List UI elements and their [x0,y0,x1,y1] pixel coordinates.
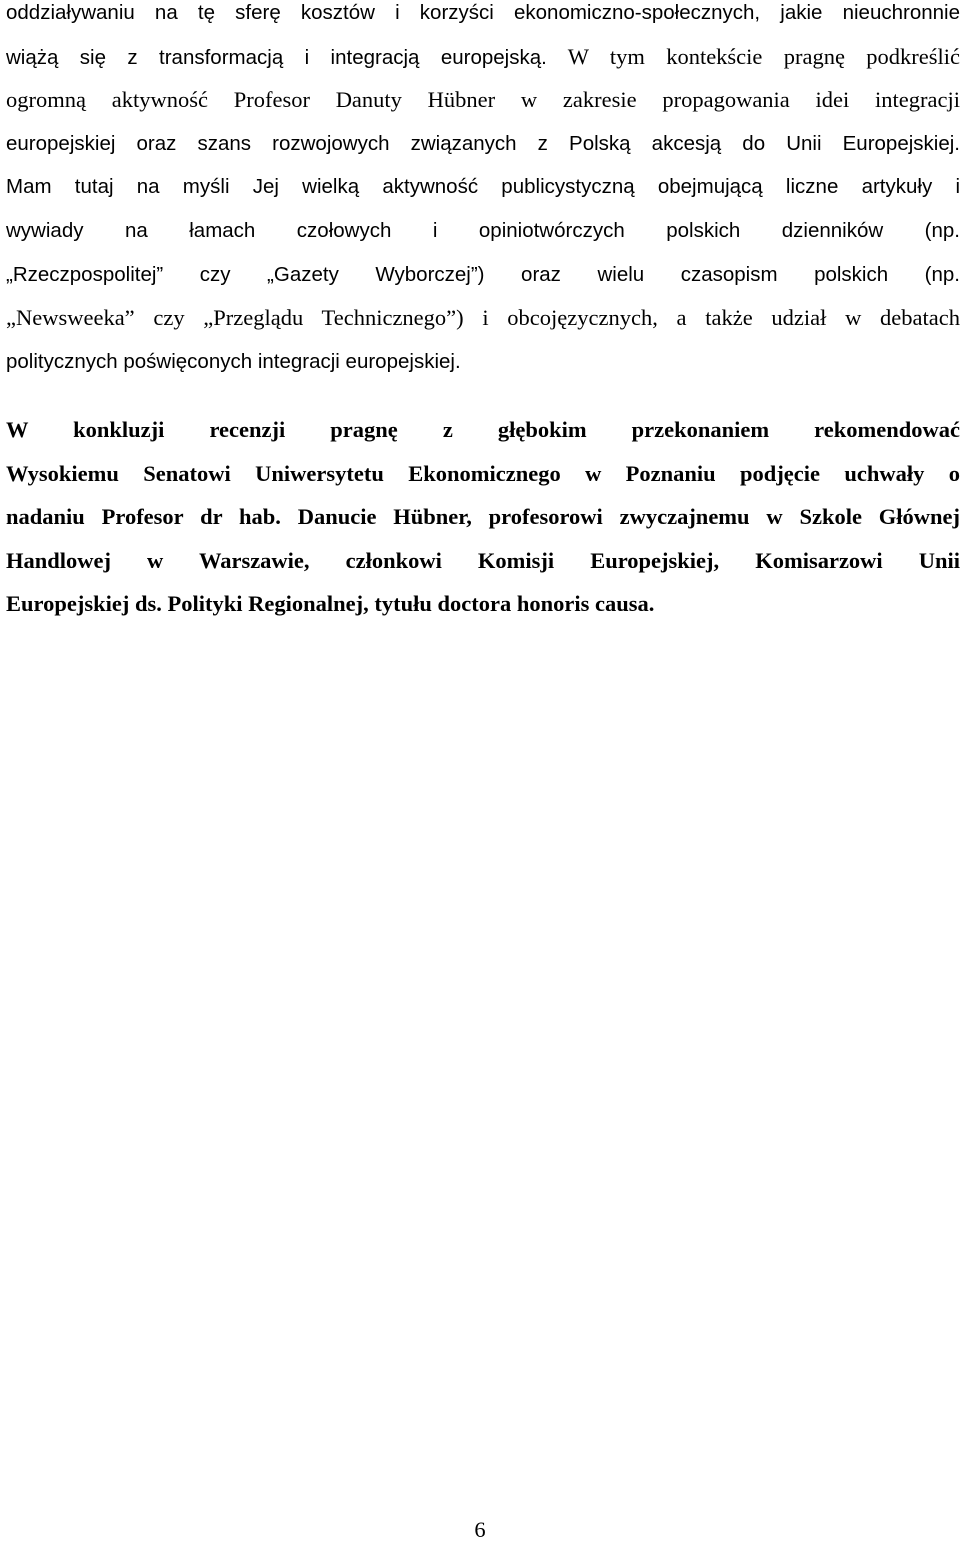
paragraph-line: Wysokiemu Senatowi Uniwersytetu Ekonomicznego w Poznaniu podjęcie uchwały o [6,460,960,486]
paragraph-line: „Newsweeka” czy „Przeglądu Technicznego”) i obcojęzycznych, a także udział w debatach [6,305,960,331]
paragraph-line-part: W tym kontekście pragnę podkreślić [546,43,960,69]
paragraph-line: nadaniu Profesor dr hab. Danucie Hübner, profesorowi zwyczajnemu w Szkole Głównej [6,504,960,530]
paragraph-line: europejskiej oraz szans rozwojowych związanych z Polską akcesją do Unii Europejskiej. [6,131,960,155]
paragraph-line [6,35,960,79]
body-paragraph [6,0,960,383]
paragraph-line: ogromną aktywność Profesor Danuty Hübner w zakresie propagowania idei integracji [6,87,960,113]
paragraph-line: wywiady na łamach czołowych i opiniotwórczych polskich dzienników (np. [6,218,960,242]
paragraph-line: politycznych poświęconych integracji europejskiej. [6,349,461,373]
conclusion-paragraph [6,408,960,626]
paragraph-line-part: wiążą się z transformacją i integracją europejską. [6,45,547,69]
page-number: 6 [474,1517,486,1542]
paragraph-line: Europejskiej ds. Polityki Regionalnej, tytułu doctora honoris causa. [6,591,655,617]
paragraph-line: Mam tutaj na myśli Jej wielką aktywność publicystyczną obejmującą liczne artykuły i [6,175,960,199]
paragraph-line: oddziaływaniu na tę sferę kosztów i korzyści ekonomiczno-społecznych, jakie nieuchronnie [6,1,960,24]
paragraph-line: W konkluzji recenzji pragnę z głębokim przekonaniem rekomendować [6,417,960,442]
paragraph-line: „Rzeczpospolitej” czy „Gazety Wyborczej”) oraz wielu czasopism polskich (np. [6,262,960,286]
paragraph-line: Handlowej w Warszawie, członkowi Komisji Europejskiej, Komisarzowi Unii [6,547,960,573]
